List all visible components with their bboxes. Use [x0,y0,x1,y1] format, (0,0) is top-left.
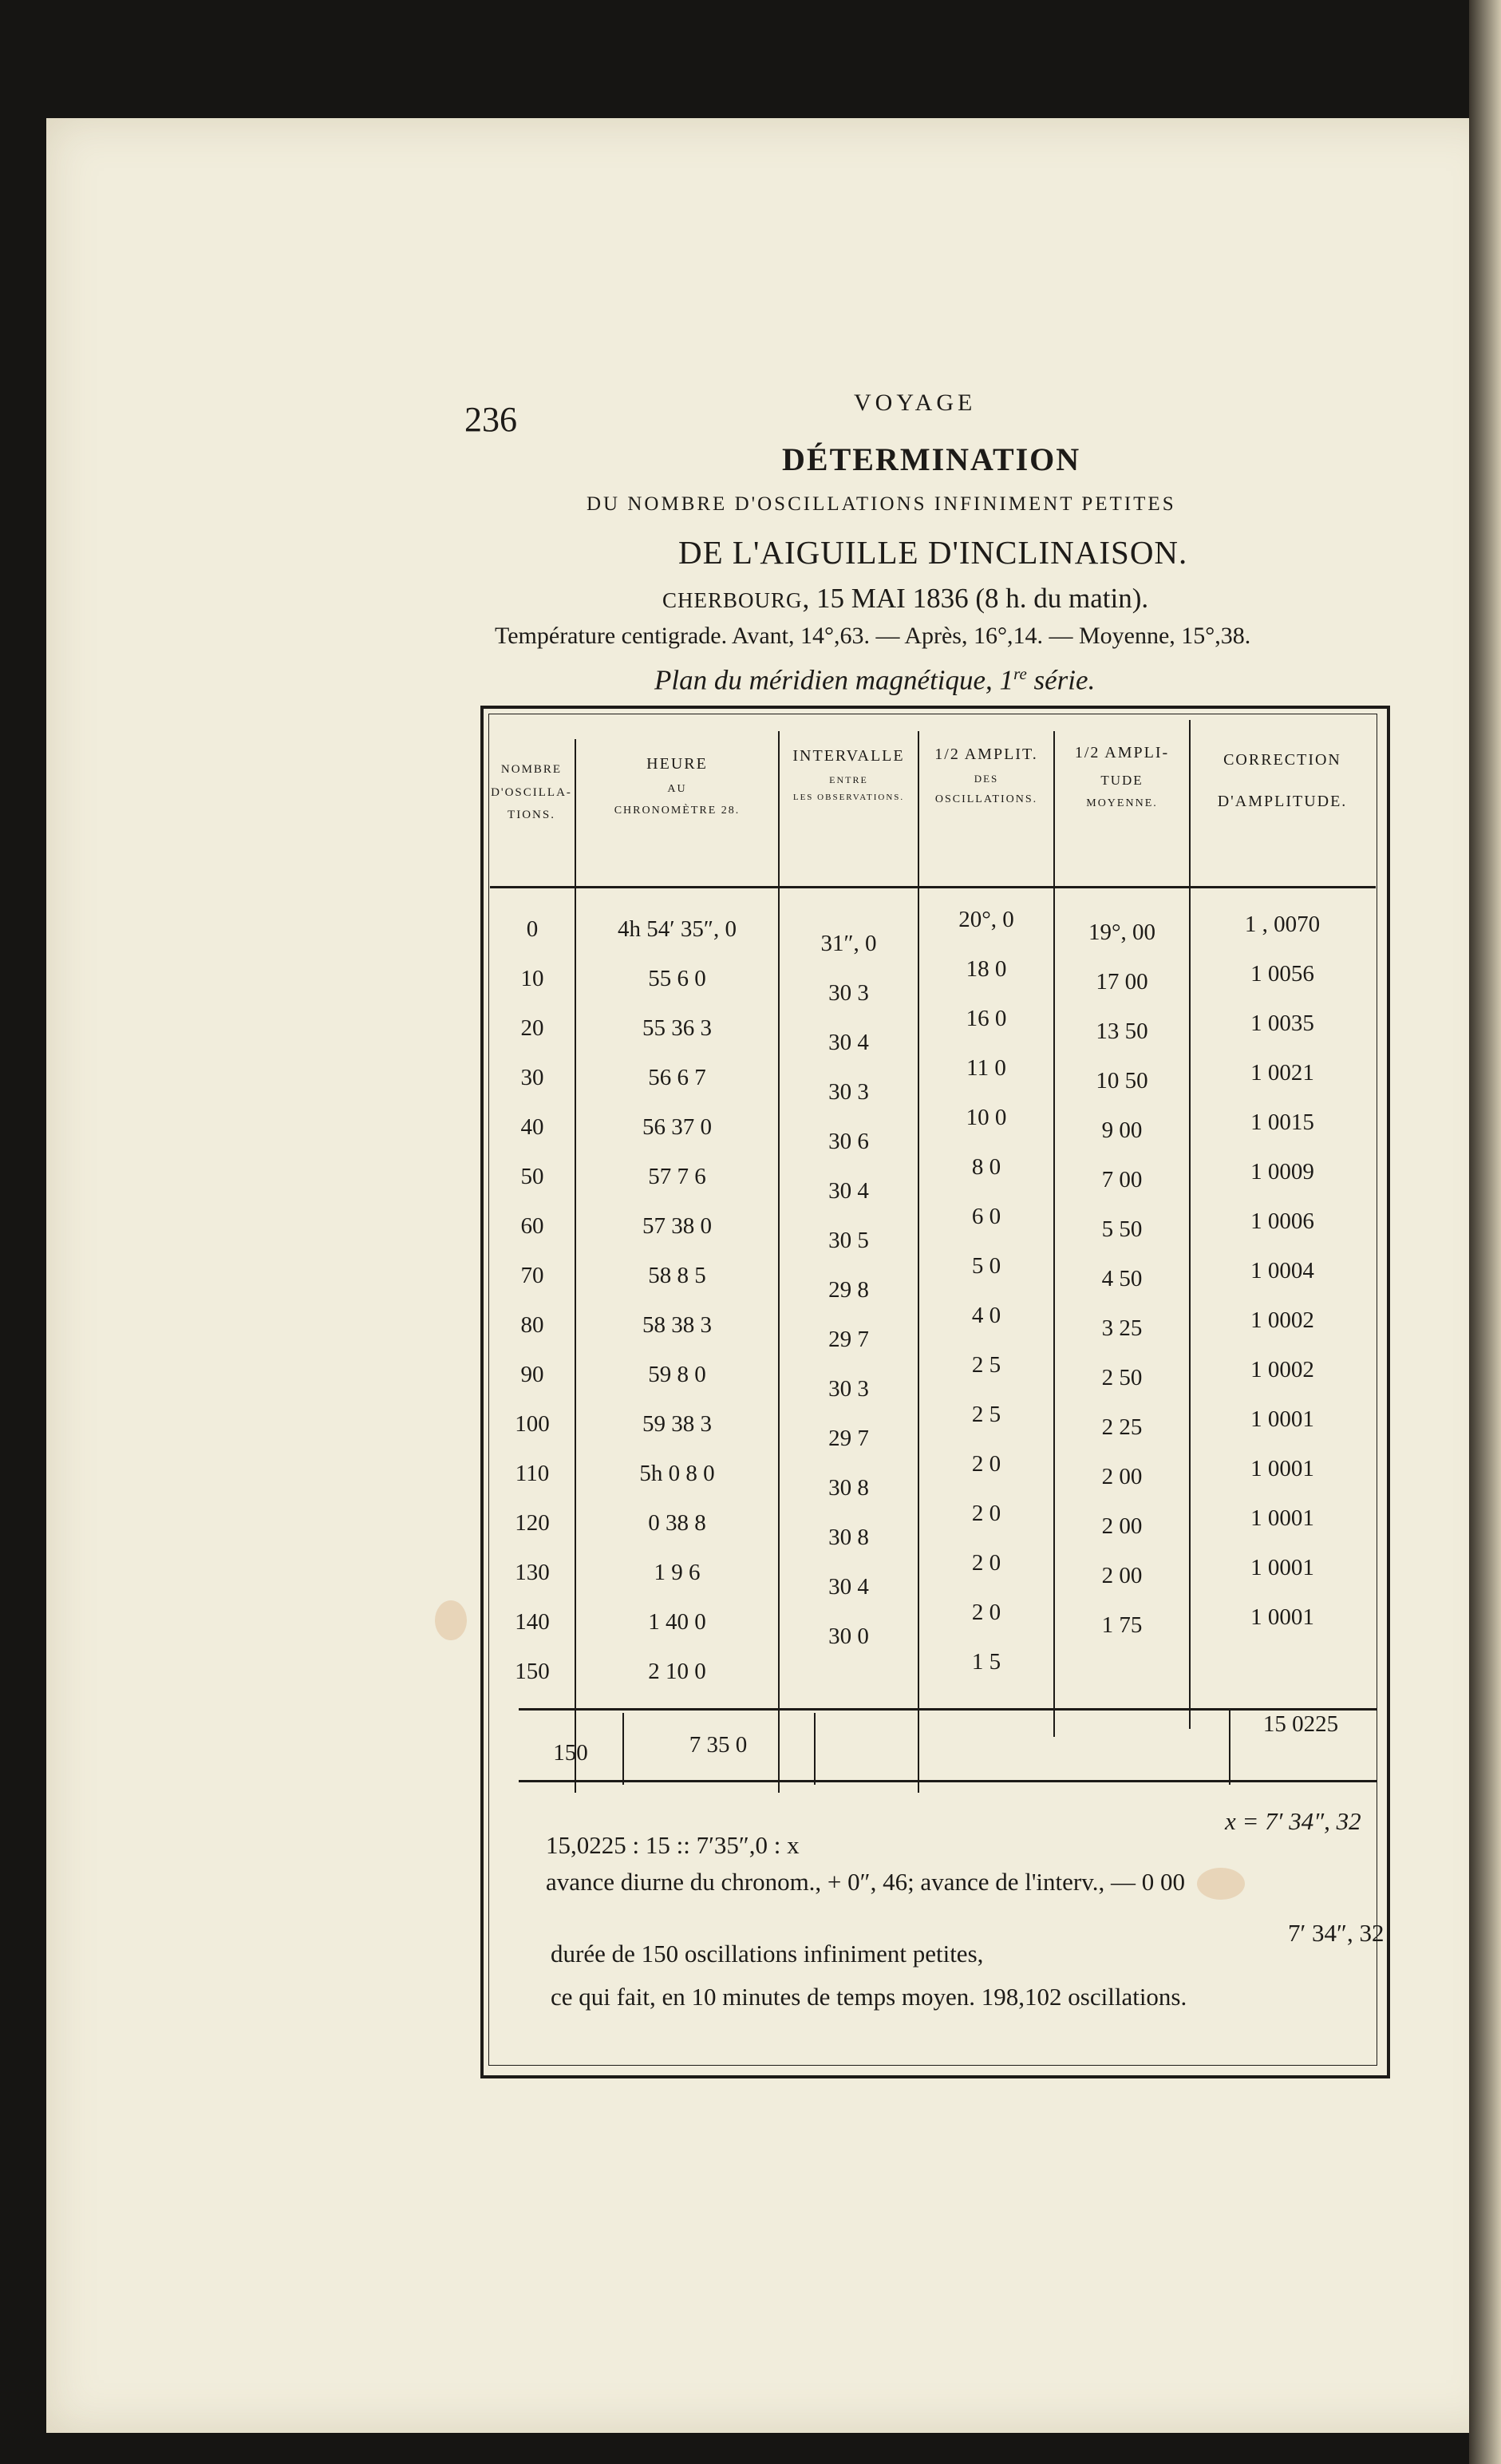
correction-cell: 1 0001 [1250,1505,1314,1531]
location-place: CHERBOURG [662,588,803,612]
amplitude-cell: 5 0 [971,1253,1001,1279]
mean-amplitude-cell: 10 50 [1096,1068,1148,1094]
page-edge [1469,0,1501,2464]
totals-rule [519,1708,1377,1711]
header-text: D'OSCILLA- [491,785,572,799]
heure-cell: 57 38 0 [642,1213,712,1239]
heure-cell: 0 38 8 [648,1510,706,1536]
interval-cell: 30 5 [828,1228,869,1253]
nombre-cell: 10 [520,966,544,991]
amplitude-cell: 8 0 [971,1154,1001,1180]
correction-cell: 1 0001 [1250,1604,1314,1630]
nombre-cell: 140 [515,1609,550,1635]
running-head: VOYAGE [854,390,977,416]
nombre-cell: 0 [526,916,539,942]
mean-amplitude-cell: 2 25 [1101,1414,1143,1440]
nombre-cell: 40 [520,1114,544,1140]
mean-amplitude-cell: 2 00 [1101,1464,1143,1489]
calc-duration-value: 7′ 34″, 32 [1288,1919,1384,1947]
header-moyenne [1055,738,1189,815]
correction-cell: 1 0001 [1250,1406,1314,1432]
header-correction [1191,739,1374,822]
title-line-3: DE L'AIGUILLE D'INCLINAISON. [678,534,1188,571]
nombre-cell: 60 [520,1213,544,1239]
amplitude-cell: 6 0 [971,1204,1001,1229]
heure-cell: 1 9 6 [654,1560,701,1585]
amplitude-cell: 16 0 [966,1006,1007,1031]
header-intervalle [780,741,918,806]
total-nombre: 150 [553,1740,588,1766]
correction-cell: 1 0002 [1250,1307,1314,1333]
mean-amplitude-cell: 9 00 [1101,1117,1143,1143]
calc-proportion: 15,0225 : 15 :: 7′35″,0 : x [546,1831,800,1859]
calc-duration-label: durée de 150 oscillations infiniment petites, [551,1940,984,1968]
interval-cell: 30 0 [828,1624,869,1649]
interval-cell: 30 4 [828,1178,869,1204]
interval-cell: 30 3 [828,1079,869,1105]
header-text: MOYENNE. [1086,797,1158,810]
heure-cell: 58 8 5 [648,1263,706,1288]
heure-cell: 5h 0 8 0 [639,1461,715,1486]
amplitude-cell: 1 5 [971,1649,1001,1675]
calc-advance: avance diurne du chronom., + 0″, 46; avance de l'interv., — 0 00 [546,1868,1185,1896]
correction-cell: 1 0035 [1250,1011,1314,1036]
amplitude-cell: 18 0 [966,956,1007,982]
correction-cell: 1 0006 [1250,1208,1314,1234]
page-number: 236 [464,400,517,439]
mean-amplitude-cell: 17 00 [1096,969,1148,995]
nombre-cell: 90 [520,1362,544,1387]
header-text: CHRONOMÈTRE 28. [614,804,741,817]
header-amplitude [919,739,1053,810]
location-line [662,583,1148,615]
header-text: NOMBRE [500,763,563,776]
header-text: TIONS. [508,809,555,821]
nombre-cell: 120 [515,1510,550,1536]
heure-cell: 55 6 0 [648,966,706,991]
correction-cell: 1 0001 [1250,1555,1314,1580]
interval-cell: 29 7 [828,1327,869,1352]
calc-conclusion: ce qui fait, en 10 minutes de temps moyen. 198,102 oscillations. [551,1983,1187,2011]
interval-cell: 30 4 [828,1030,869,1055]
heure-cell: 59 8 0 [648,1362,706,1387]
interval-cell: 30 8 [828,1525,869,1550]
mean-amplitude-cell: 4 50 [1101,1266,1143,1291]
nombre-cell: 150 [515,1659,550,1684]
mean-amplitude-cell: 13 50 [1096,1018,1148,1044]
mean-amplitude-cell: 19°, 00 [1088,920,1156,945]
calc-rule [519,1780,1377,1782]
plan-line [654,664,1095,697]
interval-cell: 30 8 [828,1475,869,1501]
mean-amplitude-cell: 2 00 [1101,1513,1143,1539]
heure-cell: 1 40 0 [648,1609,706,1635]
correction-cell: 1 0015 [1250,1109,1314,1135]
header-nombre [488,758,575,827]
location-rest: , 15 MAI 1836 (8 h. du matin). [802,583,1149,614]
plan-sup: re [1013,664,1027,683]
correction-cell: 1 0021 [1250,1060,1314,1086]
header-heure [576,749,778,821]
header-text: OSCILLATIONS. [934,793,1038,805]
header-text: CORRECTION [1223,751,1341,769]
heure-cell: 57 7 6 [648,1164,706,1189]
nombre-cell: 20 [520,1015,544,1041]
amplitude-cell: 2 5 [971,1402,1001,1427]
heure-cell: 58 38 3 [642,1312,712,1338]
mean-amplitude-cell: 5 50 [1101,1216,1143,1242]
plan-text: Plan du méridien magnétique, 1 [654,664,1014,696]
interval-cell: 30 6 [828,1129,869,1154]
header-text: DES [974,773,999,785]
heure-cell: 59 38 3 [642,1411,712,1437]
amplitude-cell: 20°, 0 [958,907,1014,932]
mean-amplitude-cell: 7 00 [1101,1167,1143,1192]
interval-cell: 30 4 [828,1574,869,1600]
correction-cell: 1 0001 [1250,1456,1314,1481]
header-text: HEURE [646,755,708,773]
header-text: INTERVALLE [792,747,905,765]
title-line-1: DÉTERMINATION [782,441,1081,477]
nombre-cell: 70 [520,1263,544,1288]
heure-cell: 56 6 7 [648,1065,706,1090]
correction-cell: 1 0056 [1250,961,1314,987]
nombre-cell: 50 [520,1164,544,1189]
heure-cell: 55 36 3 [642,1015,712,1041]
interval-cell: 30 3 [828,1376,869,1402]
amplitude-cell: 11 0 [966,1055,1006,1081]
interval-cell: 29 8 [828,1277,869,1303]
calc-result: x = 7′ 34″, 32 [1225,1807,1361,1835]
plan-after: série. [1026,664,1096,696]
total-heure: 7 35 0 [689,1732,748,1758]
mean-amplitude-cell: 3 25 [1101,1315,1143,1341]
amplitude-cell: 2 0 [971,1600,1001,1625]
nombre-cell: 130 [515,1560,550,1585]
amplitude-cell: 10 0 [966,1105,1007,1130]
nombre-cell: 100 [515,1411,550,1437]
col-divider [814,1713,816,1785]
header-text: TUDE [1100,773,1144,788]
header-text: LES OBSERVATIONS. [792,792,905,802]
correction-cell: 1 0009 [1250,1159,1314,1185]
title-line-2: DU NOMBRE D'OSCILLATIONS INFINIMENT PETITES [587,493,1176,515]
interval-cell: 31″, 0 [820,931,877,956]
nombre-cell: 110 [515,1461,550,1486]
total-correction: 15 0225 [1262,1711,1339,1737]
header-text: ENTRE [829,774,868,785]
mean-amplitude-cell: 1 75 [1101,1612,1143,1638]
heure-cell: 4h 54′ 35″, 0 [618,916,737,942]
header-rule [490,886,1376,888]
header-text: AU [667,783,687,795]
interval-cell: 29 7 [828,1426,869,1451]
heure-cell: 56 37 0 [642,1114,712,1140]
interval-cell: 30 3 [828,980,869,1006]
nombre-cell: 80 [520,1312,544,1338]
temperature-line: Température centigrade. Avant, 14°,63. — Après, 16°,14. — Moyenne, 15°,38. [495,623,1251,649]
foxing-stain [435,1600,467,1640]
correction-cell: 1 0004 [1250,1258,1314,1283]
amplitude-cell: 2 0 [971,1550,1001,1576]
header-text: D'AMPLITUDE. [1217,793,1348,810]
amplitude-cell: 2 5 [971,1352,1001,1378]
header-text: 1/2 AMPLIT. [934,746,1038,763]
mean-amplitude-cell: 2 00 [1101,1563,1143,1588]
header-text: 1/2 AMPLI- [1074,744,1170,761]
nombre-cell: 30 [520,1065,544,1090]
amplitude-cell: 2 0 [971,1451,1001,1477]
correction-cell: 1 , 0070 [1244,912,1321,937]
heure-cell: 2 10 0 [648,1659,706,1684]
correction-cell: 1 0002 [1250,1357,1314,1382]
mean-amplitude-cell: 2 50 [1101,1365,1143,1390]
amplitude-cell: 2 0 [971,1501,1001,1526]
amplitude-cell: 4 0 [971,1303,1001,1328]
